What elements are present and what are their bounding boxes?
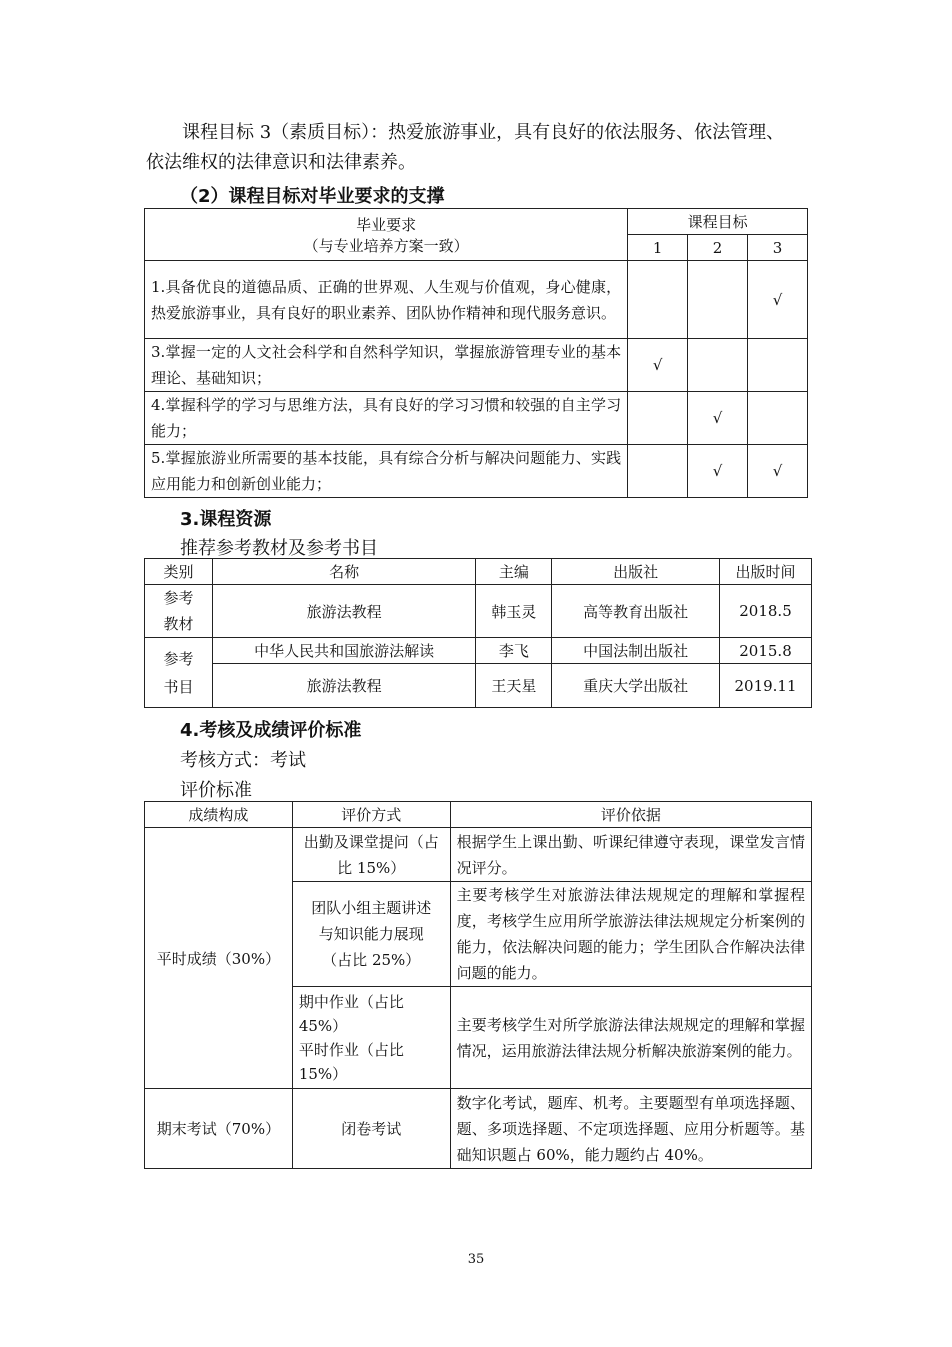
check-cell bbox=[748, 339, 808, 392]
table-row bbox=[145, 392, 808, 445]
eval-method: 闭卷考试 bbox=[292, 1089, 450, 1169]
score-component: 平时成绩（30%） bbox=[145, 828, 293, 1089]
eval-basis: 根据学生上课出勤、听课纪律遵守表现，课堂发言情况评分。 bbox=[450, 828, 811, 882]
table-row bbox=[145, 445, 808, 498]
book-year: 2015.8 bbox=[720, 638, 812, 664]
resources-subtitle: 推荐参考教材及参考书目 bbox=[180, 538, 378, 559]
check-cell: √ bbox=[748, 445, 808, 498]
column-header: 名称 bbox=[212, 559, 475, 585]
eval-basis: 主要考核学生对旅游法律法规规定的理解和掌握程度，考核学生应用所学旅游法律法规规定分析案例的能力，依法解决问题的能力；学生团队合作解决法律问题的能力。 bbox=[450, 882, 811, 987]
assessment-method: 考核方式：考试 bbox=[180, 750, 306, 771]
book-editor: 韩玉灵 bbox=[476, 585, 552, 638]
method-midterm: 期中作业（占比 45%） bbox=[298, 992, 404, 1035]
check-cell bbox=[628, 445, 688, 498]
check-cell bbox=[688, 339, 748, 392]
check-cell bbox=[748, 392, 808, 445]
eval-basis: 主要考核学生对所学旅游法律法规规定的理解和掌握情况，运用旅游法律法规分析解决旅游案例的能力。 bbox=[450, 987, 811, 1089]
eval-basis: 数字化考试，题库、机考。主要题型有单项选择题、题、多项选择题、不定项选择题、应用分析题等。基础知识题占 60%，能力题约占 40%。 bbox=[450, 1089, 811, 1169]
requirement-header bbox=[145, 209, 628, 261]
book-year: 2019.11 bbox=[720, 664, 812, 708]
table-row bbox=[145, 664, 812, 708]
table-row bbox=[145, 638, 812, 664]
header-text: 毕业要求 bbox=[356, 215, 417, 234]
goal-col: 3 bbox=[748, 235, 808, 261]
book-name: 旅游法教程 bbox=[212, 585, 475, 638]
paragraph-line: 依法维权的法律意识和法律素养。 bbox=[146, 152, 416, 173]
book-name: 旅游法教程 bbox=[212, 664, 475, 708]
check-cell bbox=[688, 261, 748, 339]
goal-col: 1 bbox=[628, 235, 688, 261]
table-row bbox=[145, 585, 812, 638]
column-header: 出版时间 bbox=[720, 559, 812, 585]
column-header: 评价方式 bbox=[292, 802, 450, 828]
books-table bbox=[144, 558, 812, 708]
column-header: 出版社 bbox=[552, 559, 720, 585]
book-publisher: 高等教育出版社 bbox=[552, 585, 720, 638]
eval-method bbox=[292, 987, 450, 1089]
check-cell: √ bbox=[688, 392, 748, 445]
check-cell bbox=[628, 261, 688, 339]
requirement-text: 3.掌握一定的人文社会科学和自然科学知识，掌握旅游管理专业的基本理论、基础知识； bbox=[145, 339, 628, 392]
page-number: 35 bbox=[467, 1252, 485, 1267]
book-year: 2018.5 bbox=[720, 585, 812, 638]
section-heading-assessment: 4.考核及成绩评价标准 bbox=[180, 720, 362, 741]
check-cell: √ bbox=[748, 261, 808, 339]
requirement-text: 5.掌握旅游业所需要的基本技能，具有综合分析与解决问题能力、实践应用能力和创新创业能力； bbox=[145, 445, 628, 498]
evaluation-table bbox=[144, 801, 812, 1169]
paragraph-line: 课程目标 3（素质目标）：热爱旅游事业，具有良好的依法服务、依法管理、 bbox=[182, 122, 785, 143]
category-cell: 参考教材 bbox=[145, 585, 213, 638]
book-publisher: 中国法制出版社 bbox=[552, 638, 720, 664]
goal-col: 2 bbox=[688, 235, 748, 261]
requirement-text: 1.具备优良的道德品质、正确的世界观、人生观与价值观，身心健康，热爱旅游事业，具有良好的职业素养、团队协作精神和现代服务意识。 bbox=[145, 261, 628, 339]
requirement-text: 4.掌握科学的学习与思维方法，具有良好的学习习惯和较强的自主学习能力； bbox=[145, 392, 628, 445]
section-heading-support: （2）课程目标对毕业要求的支撑 bbox=[180, 186, 445, 207]
column-header: 类别 bbox=[145, 559, 213, 585]
column-header: 评价依据 bbox=[450, 802, 811, 828]
check-cell: √ bbox=[628, 339, 688, 392]
book-editor: 王天星 bbox=[476, 664, 552, 708]
table-row bbox=[145, 261, 808, 339]
check-cell bbox=[628, 392, 688, 445]
eval-method: 团队小组主题讲述与知识能力展现（占比 25%） bbox=[292, 882, 450, 987]
eval-method: 出勤及课堂提问（占比 15%） bbox=[292, 828, 450, 882]
score-component: 期末考试（70%） bbox=[145, 1089, 293, 1169]
course-goal-3-paragraph bbox=[146, 118, 816, 178]
table-row bbox=[145, 1089, 812, 1169]
book-publisher: 重庆大学出版社 bbox=[552, 664, 720, 708]
column-header: 主编 bbox=[476, 559, 552, 585]
header-text: （与专业培养方案一致） bbox=[303, 236, 469, 255]
table-row bbox=[145, 828, 812, 882]
check-cell: √ bbox=[688, 445, 748, 498]
section-heading-resources: 3.课程资源 bbox=[180, 509, 272, 530]
evaluation-label: 评价标准 bbox=[180, 780, 252, 801]
column-header: 成绩构成 bbox=[145, 802, 293, 828]
table-row bbox=[145, 339, 808, 392]
support-table bbox=[144, 208, 808, 498]
category-cell: 参考书目 bbox=[145, 638, 213, 708]
method-homework: 平时作业（占比 15%） bbox=[298, 1040, 404, 1083]
goal-header: 课程目标 bbox=[628, 209, 808, 235]
book-name: 中华人民共和国旅游法解读 bbox=[212, 638, 475, 664]
book-editor: 李飞 bbox=[476, 638, 552, 664]
